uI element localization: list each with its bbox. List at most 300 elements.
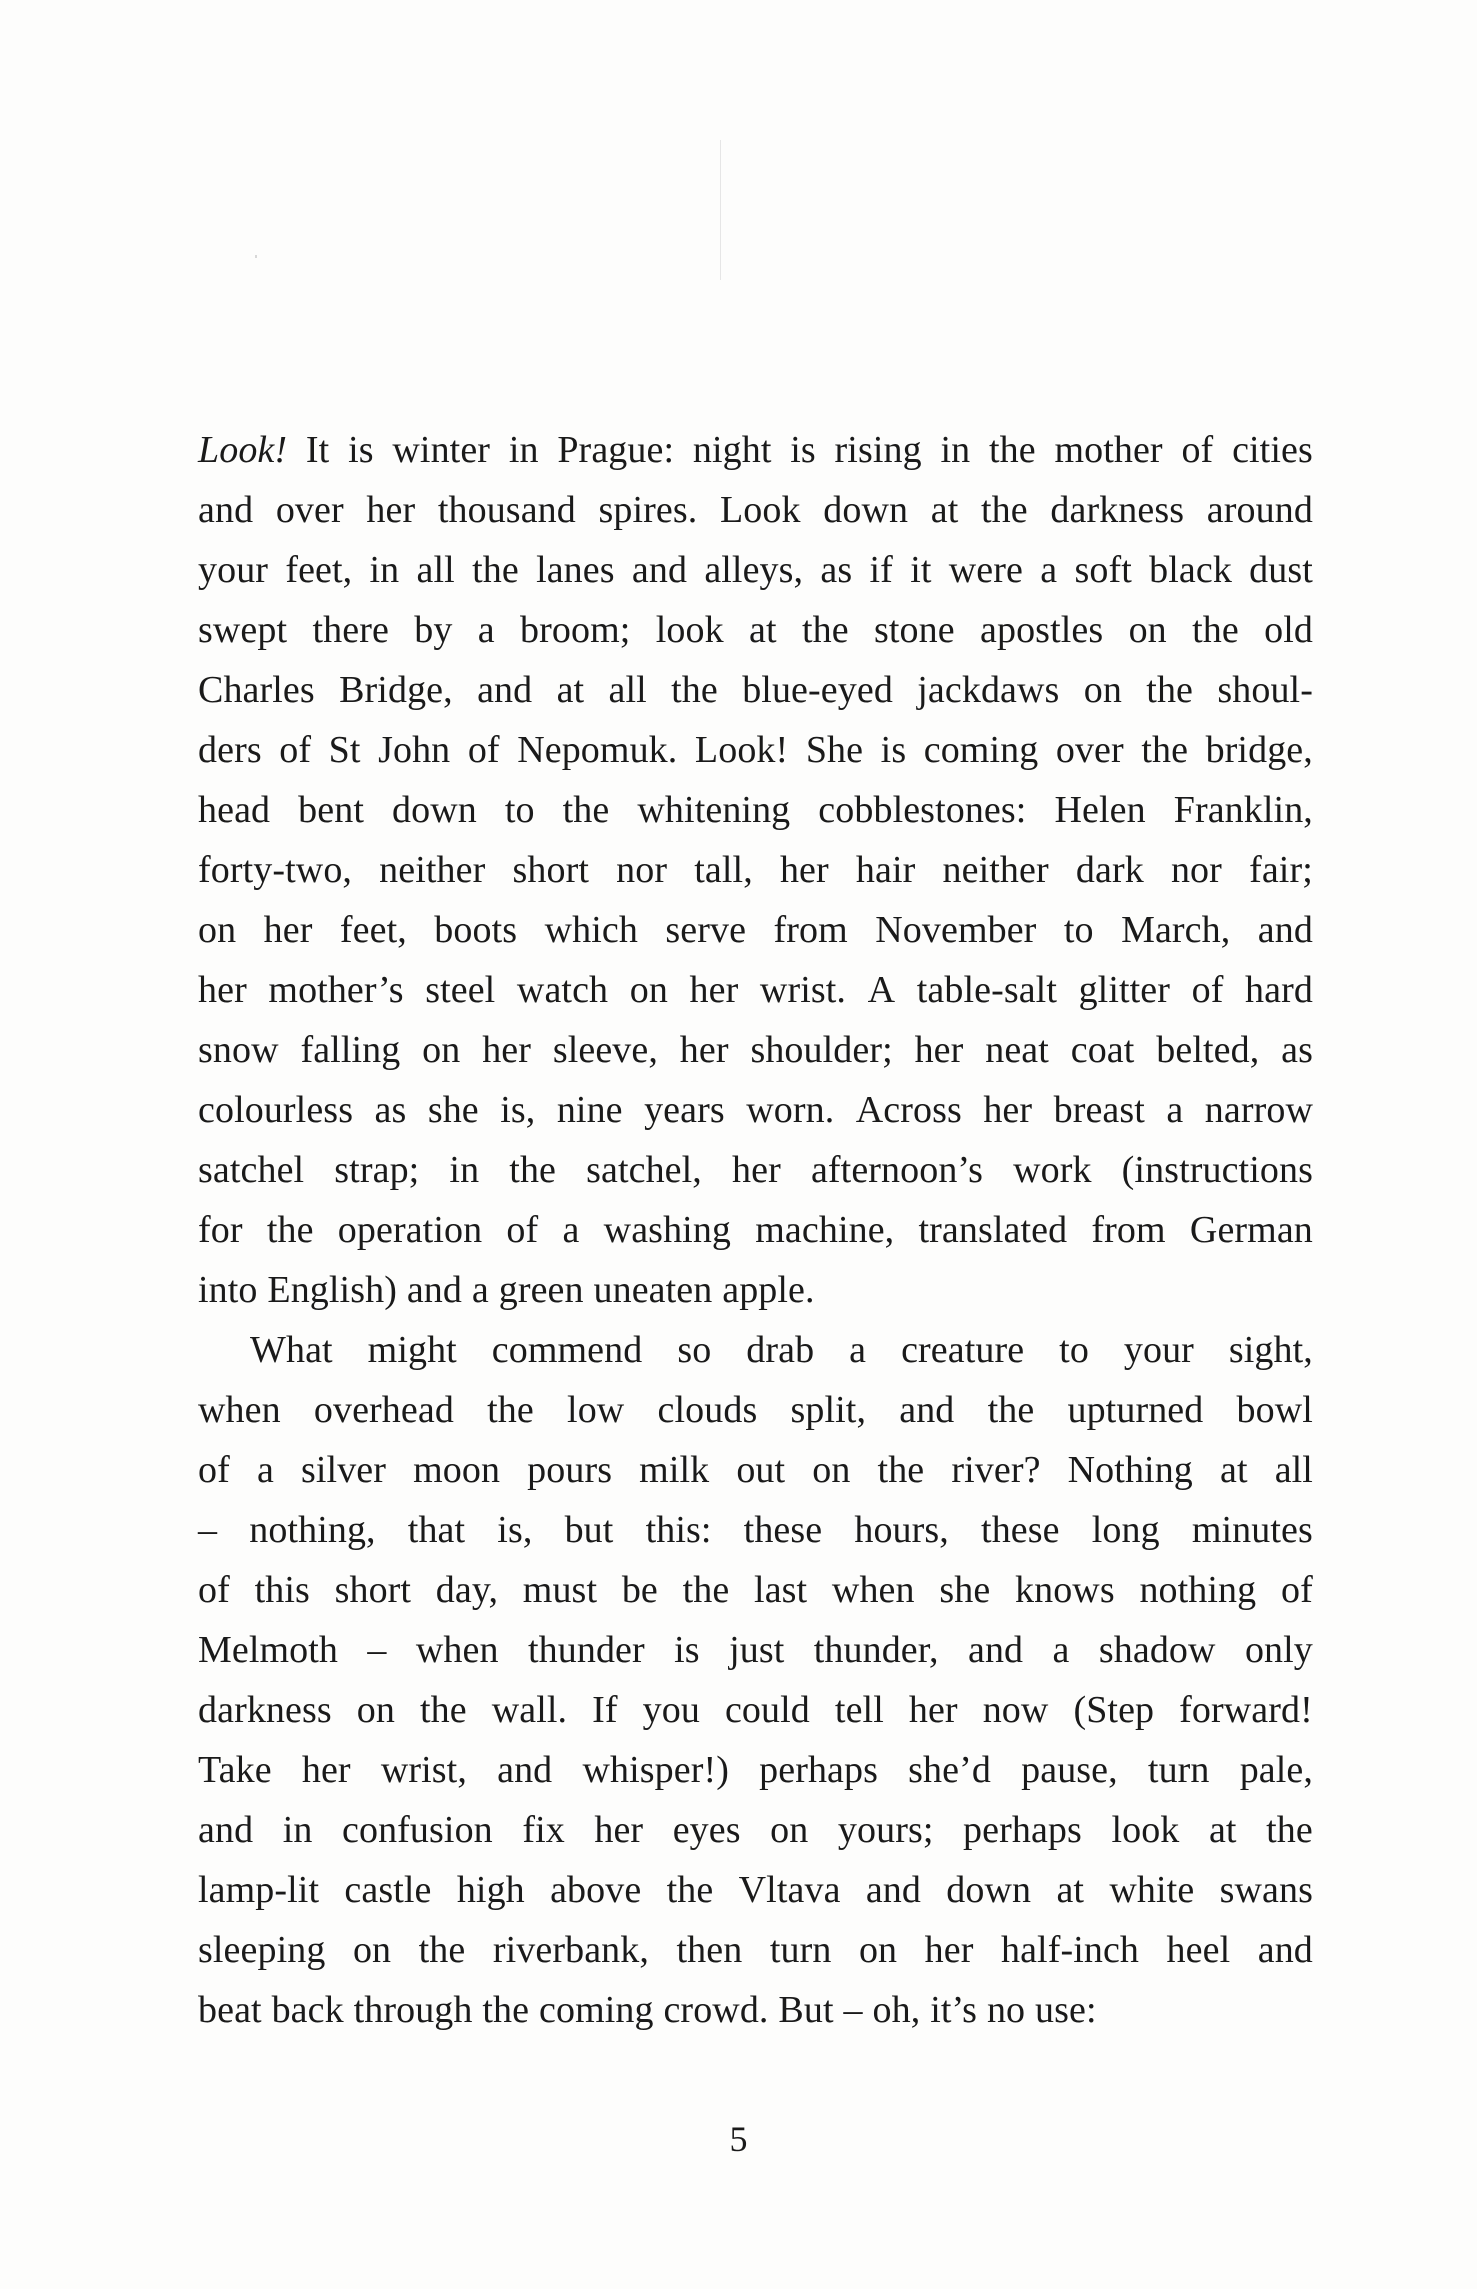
word: German <box>1189 1209 1313 1251</box>
word: bridge, <box>1205 729 1313 771</box>
word: table-salt <box>916 969 1057 1011</box>
text-line <box>198 420 1313 480</box>
word: lanes <box>536 549 615 591</box>
word: pale, <box>1239 1749 1313 1791</box>
text-line <box>198 1080 1313 1140</box>
word: on <box>352 1929 392 1971</box>
word: all <box>416 549 455 591</box>
word: the <box>509 1149 557 1191</box>
word: these <box>743 1509 823 1551</box>
word: operation <box>337 1209 483 1251</box>
text-line <box>198 900 1313 960</box>
word: in <box>940 429 971 471</box>
word: forty-two, <box>198 849 353 891</box>
word: knows <box>1015 1569 1115 1611</box>
word: mother’s <box>268 969 404 1011</box>
word: fair; <box>1249 849 1313 891</box>
word: in <box>449 1149 480 1191</box>
word: hard <box>1245 969 1313 1011</box>
word: from <box>1091 1209 1166 1251</box>
word: the <box>419 1689 467 1731</box>
text-line <box>198 1800 1313 1860</box>
word: around <box>1206 489 1313 531</box>
word: into <box>198 1269 258 1311</box>
word: is, <box>500 1089 536 1131</box>
word: Helen <box>1054 789 1146 831</box>
word: heel <box>1166 1929 1231 1971</box>
word: She <box>805 729 864 771</box>
word: cities <box>1232 429 1313 471</box>
word: neither <box>942 849 1049 891</box>
word: wrist. <box>759 969 847 1011</box>
word: machine, <box>755 1209 895 1251</box>
word: Vltava <box>738 1869 841 1911</box>
word: and <box>865 1869 921 1911</box>
word: the <box>988 429 1036 471</box>
word: drab <box>746 1329 815 1371</box>
word: darkness <box>198 1689 332 1731</box>
text-line <box>198 1140 1313 1200</box>
word: translated <box>918 1209 1068 1251</box>
word: last <box>754 1569 808 1611</box>
word: dark <box>1075 849 1144 891</box>
word: at <box>1208 1809 1237 1851</box>
word: it <box>910 549 932 591</box>
text-line <box>198 1200 1313 1260</box>
word: swans <box>1219 1869 1313 1911</box>
word: and <box>198 489 254 531</box>
word: when <box>415 1629 499 1671</box>
word: on <box>812 1449 851 1491</box>
word: over <box>275 489 344 531</box>
word: of <box>279 729 312 771</box>
word: What <box>250 1329 333 1371</box>
word: your <box>198 549 269 591</box>
text-line <box>198 1380 1313 1440</box>
word: to <box>504 789 535 831</box>
word: the <box>877 1449 925 1491</box>
word: the <box>1266 1809 1313 1851</box>
word: Nothing <box>1067 1449 1193 1491</box>
word: hair <box>855 849 916 891</box>
word: narrow <box>1204 1089 1313 1131</box>
text-line <box>198 840 1313 900</box>
word: (instructions <box>1121 1149 1313 1191</box>
word: no <box>986 1989 1026 2031</box>
word: mother <box>1054 429 1163 471</box>
word: broom; <box>520 609 631 651</box>
word: half-inch <box>1000 1929 1140 1971</box>
word: down <box>392 789 477 831</box>
word: down <box>823 489 909 531</box>
word: by <box>414 609 453 651</box>
word: but <box>564 1509 614 1551</box>
word: spires. <box>598 489 698 531</box>
word: strap; <box>334 1149 420 1191</box>
word: her <box>263 909 313 951</box>
text-line <box>198 1260 1313 1320</box>
word: (Step <box>1073 1689 1155 1731</box>
word: of <box>506 1209 539 1251</box>
word: in <box>369 549 400 591</box>
word: of <box>1280 1569 1313 1611</box>
word: bowl <box>1236 1389 1313 1431</box>
word: St <box>328 729 361 771</box>
word: confusion <box>342 1809 493 1851</box>
word: soft <box>1074 549 1132 591</box>
body-text <box>198 420 1313 2040</box>
text-line <box>198 1320 1313 1380</box>
word: use: <box>1035 1989 1097 2031</box>
word: cobblestones: <box>818 789 1027 831</box>
text-line <box>198 480 1313 540</box>
word: to <box>1063 909 1094 951</box>
word: – <box>367 1629 387 1671</box>
word: at <box>556 669 585 711</box>
word: minutes <box>1191 1509 1313 1551</box>
word: all <box>608 669 647 711</box>
word: in <box>508 429 539 471</box>
word: on <box>1083 669 1122 711</box>
word: a <box>1166 1089 1184 1131</box>
word: long <box>1091 1509 1160 1551</box>
word: at <box>749 609 777 651</box>
word: feet, <box>285 549 353 591</box>
word: neat <box>985 1029 1049 1071</box>
word: head <box>198 789 271 831</box>
word: on <box>629 969 668 1011</box>
word: turn <box>1147 1749 1210 1791</box>
word: the <box>1141 729 1189 771</box>
word: worn. <box>746 1089 835 1131</box>
word: split, <box>790 1389 867 1431</box>
word: look <box>1111 1809 1180 1851</box>
word: must <box>522 1569 598 1611</box>
text-line <box>198 1980 1313 2040</box>
word: all <box>1274 1449 1313 1491</box>
word: on <box>770 1809 809 1851</box>
word: tall, <box>694 849 753 891</box>
word: the <box>487 1389 534 1431</box>
word: and <box>477 669 533 711</box>
word: her <box>679 1029 729 1071</box>
word: she’d <box>908 1749 991 1791</box>
word: at <box>930 489 959 531</box>
word: on <box>1128 609 1167 651</box>
word: when <box>198 1389 281 1431</box>
word: is <box>790 429 816 471</box>
word: the <box>562 789 610 831</box>
word: forward! <box>1179 1689 1313 1731</box>
word: A <box>867 969 896 1011</box>
word: her <box>198 969 247 1011</box>
word: a <box>256 1449 274 1491</box>
word: back <box>271 1989 344 2031</box>
scan-artifact <box>720 140 721 280</box>
word: Look <box>720 489 801 531</box>
word: black <box>1149 549 1232 591</box>
word: shadow <box>1098 1629 1216 1671</box>
word: moon <box>413 1449 501 1491</box>
word: her <box>924 1929 974 1971</box>
word: Look! <box>694 729 789 771</box>
word: serve <box>665 909 747 951</box>
word: her <box>732 1149 781 1191</box>
word: for <box>198 1209 243 1251</box>
word: yours; <box>837 1809 934 1851</box>
word: crowd. <box>663 1989 769 2031</box>
word: above <box>550 1869 642 1911</box>
word: and <box>406 1269 463 1311</box>
word: her <box>914 1029 964 1071</box>
word: It <box>305 429 330 471</box>
word: at <box>1056 1869 1085 1911</box>
word: short <box>334 1569 412 1611</box>
word: the <box>682 1569 730 1611</box>
word: a <box>471 1269 489 1311</box>
word: dust <box>1249 549 1313 591</box>
word: beat <box>198 1989 262 2031</box>
word: is, <box>497 1509 533 1551</box>
word: lamp-lit <box>198 1869 320 1911</box>
word: white <box>1109 1869 1195 1911</box>
text-line <box>198 660 1313 720</box>
word: March, <box>1121 909 1231 951</box>
word: and <box>631 549 688 591</box>
word: a <box>477 609 495 651</box>
word: winter <box>392 429 491 471</box>
word: her <box>908 1689 958 1731</box>
page-number: 5 <box>729 2119 748 2159</box>
word: afternoon’s <box>810 1149 983 1191</box>
word: when <box>831 1569 915 1611</box>
word: apostles <box>980 609 1104 651</box>
word: shoulder; <box>750 1029 893 1071</box>
word: and <box>1257 909 1313 951</box>
word: on <box>356 1689 395 1731</box>
word: clouds <box>657 1389 758 1431</box>
word: the <box>987 1389 1035 1431</box>
word: as <box>1281 1029 1313 1071</box>
word: it’s <box>930 1989 978 2031</box>
word: coming <box>539 1989 654 2031</box>
word: nothing <box>1139 1569 1257 1611</box>
text-line <box>198 720 1313 780</box>
text-line <box>198 600 1313 660</box>
word: the <box>666 1869 714 1911</box>
word: Nepomuk. <box>517 729 678 771</box>
word: of <box>1181 429 1214 471</box>
word: wrist, <box>380 1749 467 1791</box>
word: and <box>899 1389 955 1431</box>
word: alleys, <box>704 549 804 591</box>
word: river? <box>951 1449 1041 1491</box>
word: eyes <box>672 1809 741 1851</box>
word: down <box>946 1869 1032 1911</box>
word: Franklin, <box>1173 789 1313 831</box>
word: the <box>1146 669 1194 711</box>
paragraph <box>198 420 1313 1320</box>
word: there <box>312 609 389 651</box>
word: her <box>301 1749 351 1791</box>
word: the <box>671 669 718 711</box>
word: might <box>367 1329 457 1371</box>
word: pours <box>527 1449 613 1491</box>
word: ders <box>198 729 262 771</box>
word: short <box>512 849 590 891</box>
text-line <box>198 1920 1313 1980</box>
word: If <box>592 1689 618 1731</box>
word: which <box>544 909 638 951</box>
word: swept <box>198 609 288 651</box>
word: tell <box>834 1689 884 1731</box>
word: Take <box>198 1749 272 1791</box>
word: is <box>674 1629 700 1671</box>
text-line <box>198 1860 1313 1920</box>
word: she <box>939 1569 991 1611</box>
word: apple. <box>722 1269 815 1311</box>
text-line <box>198 1020 1313 1080</box>
word: of <box>198 1569 230 1611</box>
word: this <box>254 1569 310 1611</box>
word: the <box>801 609 849 651</box>
word: watch <box>516 969 609 1011</box>
word: neither <box>379 849 486 891</box>
word: her <box>366 489 416 531</box>
word: your <box>1123 1329 1194 1371</box>
word: now <box>982 1689 1049 1731</box>
word: nor <box>1170 849 1222 891</box>
word: of <box>1191 969 1224 1011</box>
word: riverbank, <box>492 1929 649 1971</box>
text-line <box>198 1620 1313 1680</box>
word: as <box>374 1089 407 1131</box>
paragraph <box>198 1320 1313 2040</box>
word: and <box>967 1629 1024 1671</box>
word: glitter <box>1078 969 1171 1011</box>
word: sleeping <box>198 1929 326 1971</box>
word: and <box>497 1749 553 1791</box>
word: thunder, <box>813 1629 939 1671</box>
word: of <box>467 729 500 771</box>
word: be <box>621 1569 658 1611</box>
word: low <box>567 1389 625 1431</box>
word: the <box>981 489 1028 531</box>
word: that <box>407 1509 466 1551</box>
word: John <box>378 729 451 771</box>
word: satchel <box>198 1149 305 1191</box>
word: feet, <box>339 909 407 951</box>
word: Bridge, <box>339 669 453 711</box>
word: perhaps <box>963 1809 1082 1851</box>
word: turn <box>769 1929 832 1971</box>
word: the <box>266 1209 314 1251</box>
word: green <box>498 1269 584 1311</box>
word: hours, <box>854 1509 949 1551</box>
word: belted, <box>1156 1029 1260 1071</box>
word: blue-eyed <box>742 669 893 711</box>
word: out <box>736 1449 786 1491</box>
word: creature <box>901 1329 1025 1371</box>
word: Charles <box>198 669 315 711</box>
word: a <box>849 1329 867 1371</box>
word: work <box>1013 1149 1092 1191</box>
word: just <box>729 1629 785 1671</box>
word: she <box>427 1089 479 1131</box>
word: Across <box>855 1089 962 1131</box>
word: English) <box>267 1269 397 1311</box>
word: high <box>456 1869 525 1911</box>
word: Look! <box>198 429 288 471</box>
word: on <box>198 909 237 951</box>
word: and <box>1257 1929 1313 1971</box>
word: at <box>1219 1449 1248 1491</box>
word: – <box>198 1509 218 1551</box>
scan-artifact <box>255 255 257 258</box>
word: old <box>1264 609 1313 651</box>
word: thousand <box>437 489 576 531</box>
word: fix <box>522 1809 565 1851</box>
word: whitening <box>637 789 791 831</box>
word: the <box>482 1989 530 2031</box>
word: jackdaws <box>917 669 1060 711</box>
word: the <box>418 1929 466 1971</box>
word: is <box>348 429 374 471</box>
word: from <box>773 909 848 951</box>
word: this: <box>645 1509 712 1551</box>
word: thunder <box>527 1629 645 1671</box>
word: shoul- <box>1217 669 1313 711</box>
word: years <box>644 1089 725 1131</box>
word: her <box>983 1089 1033 1131</box>
word: nor <box>616 849 668 891</box>
word: could <box>724 1689 810 1731</box>
word: her <box>689 969 739 1011</box>
word: oh, <box>872 1989 921 2031</box>
word: November <box>875 909 1037 951</box>
word: nine <box>556 1089 623 1131</box>
word: then <box>676 1929 743 1971</box>
word: breast <box>1053 1089 1145 1131</box>
word: wall. <box>491 1689 568 1731</box>
word: in <box>282 1809 313 1851</box>
word: the <box>1192 609 1239 651</box>
word: sleeve, <box>552 1029 658 1071</box>
word: a <box>562 1209 580 1251</box>
word: darkness <box>1050 489 1185 531</box>
word: uneaten <box>593 1269 713 1311</box>
word: look <box>655 609 724 651</box>
word: so <box>677 1329 712 1371</box>
word: overhead <box>313 1389 454 1431</box>
word: nothing, <box>249 1509 376 1551</box>
word: snow <box>198 1029 279 1071</box>
word: But <box>778 1989 834 2031</box>
word: only <box>1244 1629 1313 1671</box>
word: night <box>692 429 772 471</box>
word: coat <box>1070 1029 1135 1071</box>
word: stone <box>873 609 955 651</box>
word: sight, <box>1228 1329 1313 1371</box>
word: is <box>880 729 907 771</box>
word: and <box>198 1809 254 1851</box>
word: whisper!) <box>582 1749 729 1791</box>
word: if <box>869 549 893 591</box>
word: colourless <box>198 1089 354 1131</box>
word: were <box>948 549 1023 591</box>
word: rising <box>834 429 922 471</box>
word: coming <box>923 729 1039 771</box>
